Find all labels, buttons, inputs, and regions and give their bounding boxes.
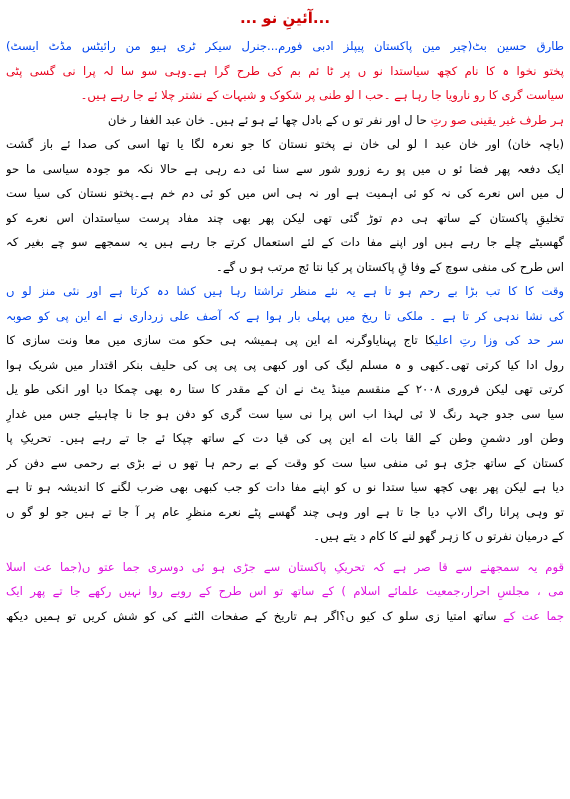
paragraph-line: وطن اور دشمنِ وطن کے القا بات اے این پی کی قیا دت کے ساتھ چپکا ئے جا تے رہے ہیں۔ تحریکِ پا [6, 431, 564, 445]
paragraph-highlight: جما عت کے [502, 608, 564, 623]
paragraph-line: کی نشا ندہی کر تا ہے ۔ ملکی تا ریخ میں پہلی بار ہوا ہے کہ آصف علی زرداری نے اے این پی کو صوبہ [6, 308, 564, 323]
paragraph-line [6, 108, 564, 133]
paragraph-text: حا ل اور نفر تو ں کے بادل چھا ئے ہو ئے ہیں۔ خان عبد الغفا ر خان [107, 112, 427, 127]
article-title: ...آئینِ نو ... [239, 9, 331, 27]
paragraph-line [6, 328, 564, 353]
intro-line: پختو نخوا ہ کا نام کچھ سیاستدا نو ں پر ٹا ئم بم کی طرح گرا ہے۔وہی سو سا لہ پرا نی گسی پٹی [6, 63, 564, 78]
paragraph-line: سیا سی جدو جہد رنگ لا ئی لہذا اب اس پرا نی سیا ست گری کو دفن ہو جا نا چاہیئے جس میں غدارِ [6, 406, 564, 421]
paragraph-line: تو وہی پرانا راگ الاپ دیا جا تا ہے اور وہی چند گھسے پٹے نعرے منظرِ عام پر آ جا تے ہیں جو لو گو ں [6, 504, 564, 519]
paragraph-line: (باچہ خان) اور خان عبد ا لو لی خان نے پختو نستان کا جو نعرہ لگا یا تھا اسی کی صدا ئے باز گشت [6, 137, 564, 151]
paragraph-line: رول ادا کیا کرتی تھی۔کبھی و ہ مسلم لیگ کی اور کبھی پی پی پی کی حلیف بنکر اقتدار میں شریک ہوا [6, 357, 564, 372]
paragraph-highlight: سر حد کی وزا رتِ اعلی [434, 333, 564, 347]
intro-line: سیاست گری کا رو نارویا جا رہا ہے ۔حب ا لو طنی پر شکوک و شبہات کے نشتر چلا ئے جا رہے ہیں۔ [80, 88, 564, 102]
paragraph-line: گھسیٹے چلے جا رہے ہیں اور اپنے مفا دات کے لئے استعمال کرتے جا رہے ہیں یہ سمجھے سو چے بغیر کہ [6, 235, 564, 249]
byline-line: طارق حسین بٹ(چیر مین پاکستان پیپلز ادبی فورم...جنرل سیکر ٹری ہیو من رائیٹس مڈٹ ایسٹ) [6, 39, 564, 53]
paragraph-text: کا تاج پہنایاوگرنہ اے این پی ہمیشہ ہی حکو مت سازی میں معا ونت سازی کا [6, 333, 435, 347]
paragraph-line: کے درمیان نفرتو ں کا زہر گھو لنے کا کام د یتے ہیں۔ [313, 529, 564, 543]
paragraph-line: قوم یہ سمجھنے سے قا صر ہے کہ تحریکِ پاکستان سے جڑی ہو ئی دوسری جما عتو ں(جما عت اسلا [6, 559, 564, 574]
paragraph-line: کرتی تھی لیکن فروری ۲۰۰۸ کے منقسم مینڈ یٹ نے ان کے مقدر کا ستا رہ بھی چمکا دیا اور انکی طو یل [6, 382, 564, 396]
paragraph-line: وقت کا کا تب بڑا بے رحم ہو تا ہے یہ نئے منظر تراشتا رہا ہیں کشا دہ کرتا ہے اور نئی منز لو ں [6, 284, 564, 298]
paragraph-line: دیا ہے لیکن پھر بھی کچھ سیا ستدا نو ں کو اپنے مفا دات کو جب کبھی بھی ضرب لگنے کا اندیشہ ہو تا ہے [6, 480, 564, 494]
paragraph-line: ایک دفعہ پھر فضا ئو ں میں پو رے زورو شور سے سنا ئی دے رہی ہے حالا نکہ مو جودہ سیاسی ما حو [6, 161, 564, 176]
paragraph-line: ل میں اس نعرے کی نہ کو ئی اہمیت ہے اور نہ ہی اس میں کو ئی دم خم ہے۔پختو نستان کی سیا ست [6, 186, 564, 200]
paragraph-line: می ، مجلسِ احرار،جمعیت علمائے اسلام ) کے ساتھ تو اس طرح کے رویے روا نہیں رکھے جا تے پھر ایک [6, 584, 564, 598]
paragraph-line [6, 604, 564, 629]
paragraph-line: کستان کے ساتھ جڑی ہو ئی منفی سیا ست کو وقت کے بے رحم ہا تھو ں نے بڑی بے رحمی سے دفن کر [6, 455, 564, 470]
paragraph-text: ساتھ امتیا زی سلو ک کیو ں؟اگر ہم تاریخ کے صفحات الٹنے کی کو شش کریں تو ہمیں دیکھ [6, 608, 497, 623]
paragraph-line: اس طرح کی منفی سوچ کے وفا قِ پاکستان پر کیا نتا ئج مرتب ہو ں گے۔ [216, 259, 564, 274]
paragraph-line: تخلیقِ پاکستان کے ساتھ ہی دم توڑ گئی تھی لیکن پھر بھی چند مفاد پرست سیاستدان اس نعرے کو [6, 210, 564, 225]
paragraph-highlight: ہر طرف غیر یقینی صو رتِ [430, 112, 564, 127]
